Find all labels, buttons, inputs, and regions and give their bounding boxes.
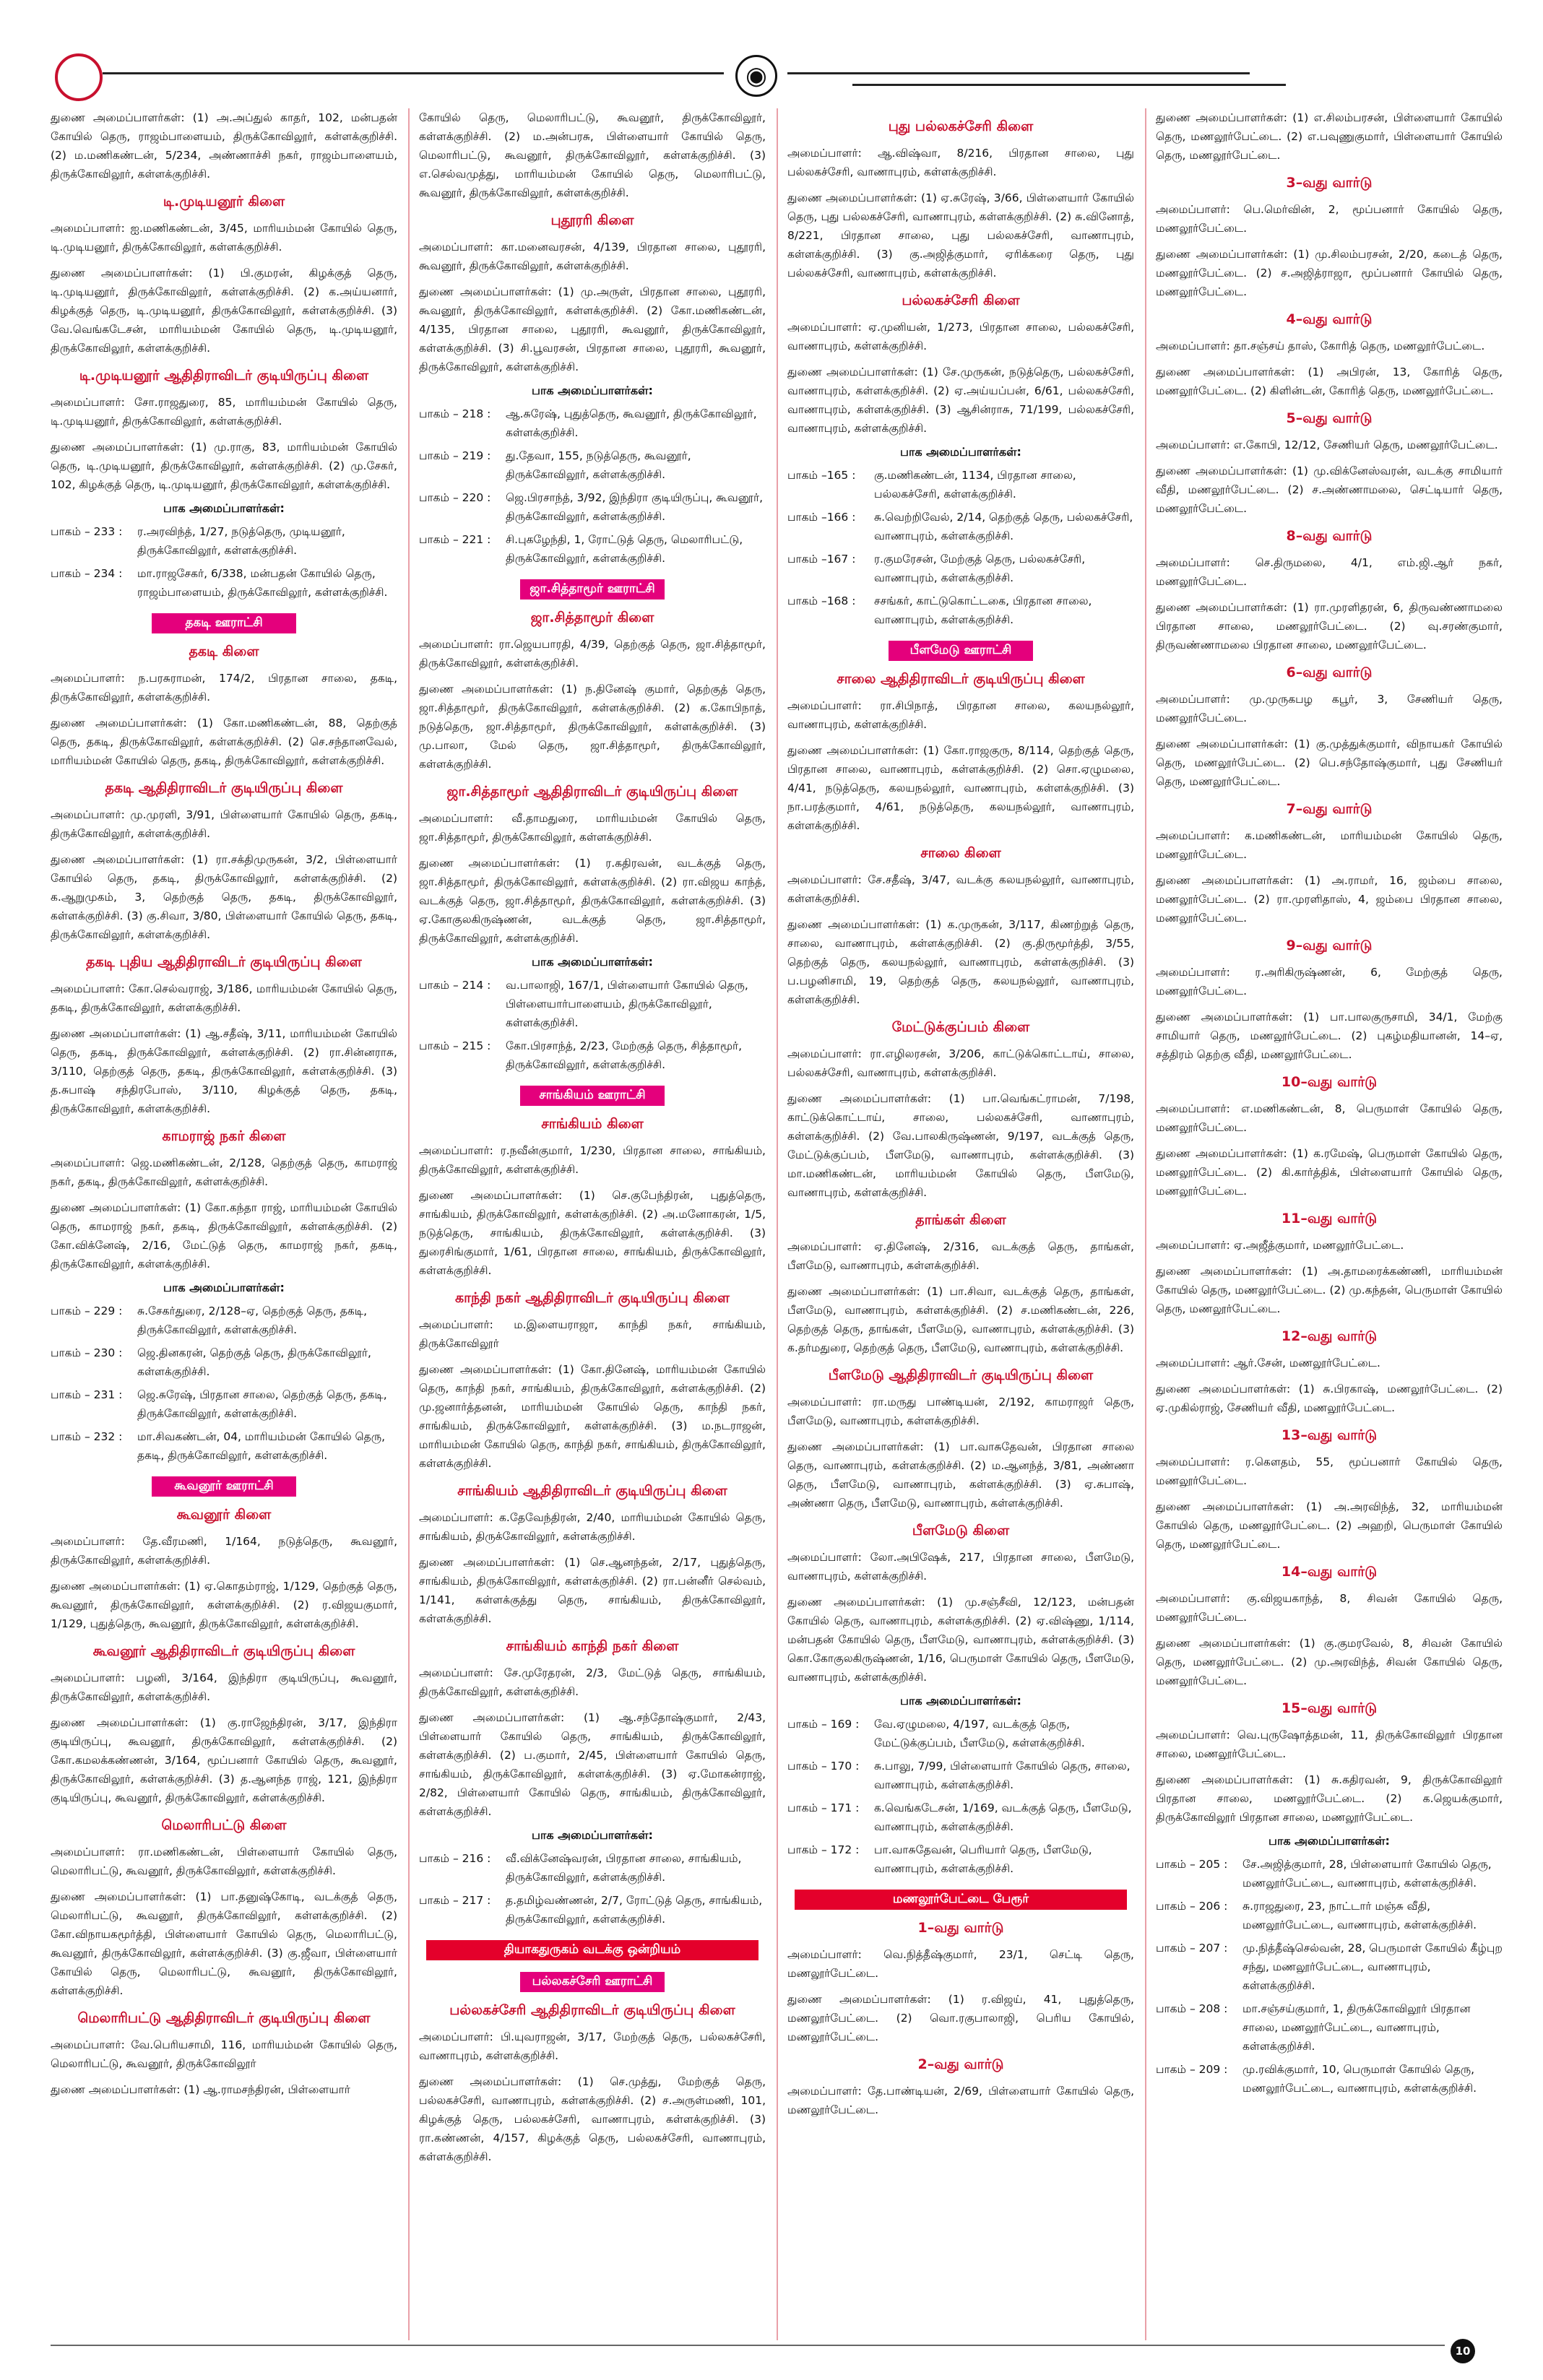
booth-organiser: சு.பாலு, 7/99, பிள்ளையார் கோயில் தெரு, சாலை, வாணாபுரம், கள்ளக்குறிச்சி. (874, 1760, 1131, 1791)
booth-number: பாகம் – 230 : (51, 1346, 123, 1359)
paragraph: துணை அமைப்பாளர்கள்: (1) ஆ.ராமசந்திரன், பிள்ளையார் (51, 2083, 350, 2096)
booth-organiser: சே.அஜித்குமார், 28, பிள்ளையார் கோயில் தெரு, மணலூர்பேட்டை, வாணாபுரம், கள்ளக்குறிச்சி. (1242, 1858, 1492, 1890)
masthead-rule (103, 72, 724, 74)
paragraph: துணை அமைப்பாளர்கள்: (1) கு.முத்துக்குமார், விநாயகர் கோயில் தெரு, மணலூர்பேட்டை. (2) பெ.சந்தோஷ்குமார், புது சேணியர் தெரு, மணலூர்பேட்டை. (1156, 737, 1503, 788)
paragraph: அமைப்பாளர்: பி.யுவராஜன், 3/17, மேற்குத் தெரு, பல்லகச்சேரி, வாணாபுரம், கள்ளக்குறிச்சி. (419, 2030, 766, 2062)
branch-heading: காந்தி நகர் ஆதிதிராவிடர் குடியிருப்பு கிளை (454, 1290, 730, 1306)
paragraph: துணை அமைப்பாளர்கள்: (1) கோ.கந்தா ராஜ், மாரியம்மன் கோயில் தெரு, காமராஜ் நகர், தகடி, திருக்கோவிலூர், கள்ளக்குறிச்சி. (2) கோ.விக்னேஷ், 2/16, மேட்டுத் தெரு, காமராஜ் நகர், தகடி, திருக்கோவிலூர், கள்ளக்குறிச்சி. (51, 1201, 397, 1271)
branch-heading: புதூரரி கிளை (550, 212, 634, 228)
booth-number: பாகம் – 171 : (787, 1801, 860, 1814)
booth-row (419, 446, 766, 484)
ward-heading: 5–வது வார்டு (1286, 410, 1373, 426)
paragraph: துணை அமைப்பாளர்கள்: (1) ஆ.சந்தோஷ்குமார், 2/43, பிள்ளையார் கோயில் தெரு, சாங்கியம், திருக்கோவிலூர், கள்ளக்குறிச்சி. (2) ப.குமார், 2/45, பிள்ளையார் கோயில் தெரு, சாங்கியம், திருக்கோவிலூர், கள்ளக்குறிச்சி. (3) ஏ.மோகன்ராஜ், 2/82, பிள்ளையார் கோயில் தெரு, சாங்கியம், திருக்கோவிலூர், கள்ளக்குறிச்சி. (419, 1711, 766, 1818)
section-subheading: பாக அமைப்பாளர்கள்: (532, 1828, 653, 1842)
paragraph: அமைப்பாளர்: தே.வீரமணி, 1/164, நடுத்தெரு, கூவனூர், திருக்கோவிலூர், கள்ளக்குறிச்சி. (51, 1535, 397, 1567)
ward-heading: 14–வது வார்டு (1281, 1564, 1378, 1580)
booth-number: பாகம் – 172 : (787, 1843, 860, 1856)
booth-row (787, 550, 1134, 587)
booth-number: பாகம் – 232 : (51, 1430, 123, 1443)
paragraph: துணை அமைப்பாளர்கள்: (1) கோ.ராஜகுரு, 8/114, தெற்குத் தெரு, பிரதான சாலை, வாணாபுரம், கள்ளக்குறிச்சி. (2) சொ.ஏழுமலை, 4/41, நடுத்தெரு, கலயநல்லூர், வாணாபுரம், கள்ளக்குறிச்சி. (3) நா.பரத்குமார், 4/61, நடுத்தெரு, கலயநல்லூர், வாணாபுரம், கள்ளக்குறிச்சி. (787, 744, 1134, 832)
booth-number: பாகம் – 217 : (419, 1894, 491, 1907)
ward-heading: 15–வது வார்டு (1281, 1700, 1378, 1716)
paragraph: துணை அமைப்பாளர்கள்: (1) கோ.தினேஷ், மாரியம்மன் கோயில் தெரு, காந்தி நகர், சாங்கியம், திருக்கோவிலூர், கள்ளக்குறிச்சி. (2) மு.ஜனார்த்தனன், மாரியம்மன் கோயில் தெரு, காந்தி நகர், சாங்கியம், திருக்கோவிலூர், கள்ளக்குறிச்சி. (3) ம.நடராஜன், மாரியம்மன் கோயில் தெரு, காந்தி நகர், சாங்கியம், திருக்கோவிலூர், கள்ளக்குறிச்சி. (419, 1363, 766, 1470)
section-subheading: பாக அமைப்பாளர்கள்: (163, 501, 285, 515)
paragraph: துணை அமைப்பாளர்கள்: (1) அ.அப்துல் காதர், 102, மன்பதன் கோயில் தெரு, ராஜம்பாளையம், திருக்கோவிலூர், கள்ளக்குறிச்சி. (2) ம.மணிகண்டன், 5/234, அண்ணாச்சி நகர், ராஜம்பாளையம், திருக்கோவிலூர், கள்ளக்குறிச்சி. (51, 111, 397, 181)
ward-heading: 2–வது வார்டு (917, 2056, 1004, 2072)
branch-heading: புது பல்லகச்சேரி கிளை (888, 118, 1034, 134)
paragraph: அமைப்பாளர்: ஏ.முனியன், 1/273, பிரதான சாலை, பல்லகச்சேரி, வாணாபுரம், கள்ளக்குறிச்சி. (787, 321, 1134, 352)
paragraph: துணை அமைப்பாளர்கள்: (1) ந.தினேஷ் குமார், தெற்குத் தெரு, ஜா.சித்தாமூர், திருக்கோவிலூர், கள்ளக்குறிச்சி. (2) க.கோபிநாத், நடுத்தெரு, ஜா.சித்தாமூர், திருக்கோவிலூர், கள்ளக்குறிச்சி. (3) மு.பாலா, மேல் தெரு, ஜா.சித்தாமூர், திருக்கோவிலூர், கள்ளக்குறிச்சி. (419, 683, 766, 771)
paragraph: அமைப்பாளர்: ரா.ஜெயபாரதி, 4/39, தெற்குத் தெரு, ஜா.சித்தாமூர், திருக்கோவிலூர், கள்ளக்குறிச்சி. (419, 638, 766, 670)
masthead-rule (787, 72, 1250, 74)
paragraph: அமைப்பாளர்: ர.அரிகிருஷ்ணன், 6, மேற்குத் தெரு, மணலூர்பேட்டை. (1156, 966, 1503, 998)
paragraph: அமைப்பாளர்: சே.சதீஷ், 3/47, வடக்கு கலயநல்லூர், வாணாபுரம், கள்ளக்குறிச்சி. (787, 873, 1134, 905)
booth-row (419, 1849, 766, 1887)
booth-number: பாகம் – 207 : (1156, 1942, 1228, 1955)
paragraph: துணை அமைப்பாளர்கள்: (1) அ.தாமரைக்கண்ணி, மாரியம்மன் கோயில் தெரு, மணலூர்பேட்டை. (2) மு.கந்தன், பெருமாள் கோயில் தெரு, மணலூர்பேட்டை. (1156, 1265, 1503, 1315)
booth-row (1156, 1999, 1503, 2056)
booth-number: பாகம் – 234 : (51, 567, 123, 580)
paragraph: துணை அமைப்பாளர்கள்: (1) கோ.மணிகண்டன், 88, தெற்குத் தெரு, தகடி, திருக்கோவிலூர், கள்ளக்குறிச்சி. (2) செ.சந்தானவேல், மாரியம்மன் கோயில் தெரு, தகடி, திருக்கோவிலூர், கள்ளக்குறிச்சி. (51, 717, 397, 767)
booth-organiser: வே.ஏழுமலை, 4/197, வடக்குத் தெரு, மேட்டுக்குப்பம், பீளமேடு, கள்ளக்குறிச்சி. (874, 1718, 1085, 1749)
paragraph: துணை அமைப்பாளர்கள்: (1) மு.சிலம்பரசன், 2/20, கடைத் தெரு, மணலூர்பேட்டை. (2) ச.அஜித்ராஜா, மூப்பனார் கோயில் தெரு, மணலூர்பேட்டை. (1156, 248, 1503, 298)
paragraph: அமைப்பாளர்: ம.இளையராஜா, காந்தி நகர், சாங்கியம், திருக்கோவிலூர் (419, 1318, 766, 1350)
booth-row (419, 530, 766, 568)
paragraph: அமைப்பாளர்: க.தேவேந்திரன், 2/40, மாரியம்மன் கோயில் தெரு, சாங்கியம், திருக்கோவிலூர், கள்ளக்குறிச்சி. (419, 1511, 766, 1543)
booth-organiser: கு.மணிகண்டன், 1134, பிரதான சாலை, பல்லகச்சேரி, கள்ளக்குறிச்சி. (874, 469, 1076, 501)
booth-row (51, 522, 397, 560)
booth-row (51, 564, 397, 602)
paragraph: அமைப்பாளர்: பெ.மெர்வின், 2, மூப்பனார் கோயில் தெரு, மணலூர்பேட்டை. (1156, 203, 1503, 235)
ward-heading: 7–வது வார்டு (1286, 801, 1373, 817)
paragraph: துணை அமைப்பாளர்கள்: (1) சு.பிரகாஷ், மணலூர்பேட்டை. (2) ஏ.முகில்ராஜ், சேணியர் வீதி, மணலூர்பேட்டை. (1156, 1382, 1503, 1414)
paragraph: அமைப்பாளர்: ஆ.விஷ்வா, 8/216, பிரதான சாலை, புது பல்லகச்சேரி, வாணாபுரம், கள்ளக்குறிச்சி. (787, 147, 1134, 178)
paragraph: அமைப்பாளர்: எ.மணிகண்டன், 8, பெருமாள் கோயில் தெரு, மணலூர்பேட்டை. (1156, 1102, 1503, 1134)
paragraph: துணை அமைப்பாளர்கள்: (1) ஏ.கொதம்ராஜ், 1/129, தெற்குத் தெரு, கூவனூர், திருக்கோவிலூர், கள்ளக்குறிச்சி. (2) ர.விஜயகுமார், 1/129, புதுத்தெரு, கூவனூர், திருக்கோவிலூர், கள்ளக்குறிச்சி. (51, 1580, 397, 1630)
booth-row (419, 404, 766, 442)
branch-heading: சாங்கியம் ஆதிதிராவிடர் குடியிருப்பு கிளை (457, 1483, 727, 1499)
booth-number: பாகம் – 219 : (419, 449, 491, 462)
paragraph: துணை அமைப்பாளர்கள்: (1) கு.ராஜேந்திரன், 3/17, இந்திரா குடியிருப்பு, கூவனூர், திருக்கோவிலூர், கள்ளக்குறிச்சி. (2) கோ.கமலக்கண்ணன், 3/164, மூப்பனார் கோயில் தெரு, கூவனூர், திருக்கோவிலூர், கள்ளக்குறிச்சி. (3) த.ஆனந்த ராஜ், 121, இந்திரா குடியிருப்பு, கூவனூர், திருக்கோவிலூர், கள்ளக்குறிச்சி. (51, 1716, 397, 1804)
column-divider (1145, 108, 1146, 2340)
paragraph: துணை அமைப்பாளர்கள்: (1) அ.ராமர், 16, ஜம்பை சாலை, மணலூர்பேட்டை. (2) ரா.முரளிதாஸ், 4, ஜம்பை பிரதான சாலை, மணலூர்பேட்டை. (1156, 874, 1503, 925)
paragraph: துணை அமைப்பாளர்கள்: (1) மு.ராகு, 83, மாரியம்மன் கோயில் தெரு, டி.முடியனூர், திருக்கோவிலூர், கள்ளக்குறிச்சி. (2) மு.சேகர், 102, கிழக்குத் தெரு, டி.முடியனூர், திருக்கோவிலூர், கள்ளக்குறிச்சி. (51, 441, 397, 491)
column-divider (777, 108, 778, 2340)
booth-organiser: ர.குமரேசன், மேற்குத் தெரு, பல்லகச்சேரி, வாணாபுரம், கள்ளக்குறிச்சி. (874, 553, 1086, 584)
paragraph: அமைப்பாளர்: மு.முருகபழ கபூர், 3, சேணியர் தெரு, மணலூர்பேட்டை. (1156, 693, 1503, 724)
booth-organiser: மா.சிவகண்டன், 04, மாரியம்மன் கோயில் தெரு, தகடி, திருக்கோவிலூர், கள்ளக்குறிச்சி. (137, 1430, 385, 1462)
paragraph: துணை அமைப்பாளர்கள்: (1) க.முருகன், 3/117, கிணற்றுத் தெரு, சாலை, வாணாபுரம், கள்ளக்குறிச்சி. (2) கு.திருமூர்த்தி, 3/55, தெற்குத் தெரு, கலயநல்லூர், வாணாபுரம், கள்ளக்குறிச்சி. (3) ப.பழனிசாமி, 19, தெற்குத் தெரு, கலயநல்லூர், வாணாபுரம், கள்ளக்குறிச்சி. (787, 918, 1134, 1006)
paragraph: அமைப்பாளர்: தே.பாண்டியன், 2/69, பிள்ளையார் கோயில் தெரு, மணலூர்பேட்டை. (787, 2085, 1134, 2116)
booth-row (1156, 1855, 1503, 1892)
paragraph: அமைப்பாளர்: கா.மனைவரசன், 4/139, பிரதான சாலை, புதூரரி, கூவனூர், திருக்கோவிலூர், கள்ளக்குறிச்சி. (419, 241, 766, 272)
branch-heading: பல்லகச்சேரி கிளை (902, 293, 1020, 308)
paragraph: துணை அமைப்பாளர்கள்: (1) பி.குமரன், கிழக்குத் தெரு, டி.முடியனூர், திருக்கோவிலூர், கள்ளக்குறிச்சி. (2) க.அய்யனார், கிழக்குத் தெரு, டி.முடியனூர், திருக்கோவிலூர், கள்ளக்குறிச்சி. (3) வே.வெங்கடேசன், மாரியம்மன் கோயில் தெரு, டி.முடியனூர், திருக்கோவிலூர், கள்ளக்குறிச்சி. (51, 267, 397, 355)
paragraph: துணை அமைப்பாளர்கள்: (1) செ.ஆனந்தன், 2/17, புதுத்தெரு, சாங்கியம், திருக்கோவிலூர், கள்ளக்குறிச்சி. (2) ரா.பன்னீர் செல்வம், 1/141, கள்ளக்குத்து தெரு, சாங்கியம், திருக்கோவிலூர், கள்ளக்குறிச்சி. (419, 1556, 766, 1625)
paragraph: அமைப்பாளர்: ஆர்.சேன், மணலூர்பேட்டை. (1156, 1356, 1380, 1369)
branch-heading: டி.முடியனூர் ஆதிதிராவிடர் குடியிருப்பு கிளை (79, 368, 369, 384)
paragraph: கோயில் தெரு, மெலாரிபட்டு, கூவனூர், திருக்கோவிலூர், கள்ளக்குறிச்சி. (2) ம.அன்பரசு, பிள்ளையார் கோயில் தெரு, மெலாரிபட்டு, கூவனூர், திருக்கோவிலூர், கள்ளக்குறிச்சி. (3) எ.செல்வமுத்து, மாரியம்மன் கோயில் தெரு, மெலாரிபட்டு, கூவனூர், திருக்கோவிலூர், கள்ளக்குறிச்சி. (419, 111, 766, 199)
section-subheading: பாக அமைப்பாளர்கள்: (532, 955, 653, 969)
booth-organiser: வ.பாலாஜி, 167/1, பிள்ளையார் கோயில் தெரு, பிள்ளையார்பாளையம், திருக்கோவிலூர், கள்ளக்குறிச்சி. (506, 979, 748, 1029)
ward-heading: 4–வது வார்டு (1286, 311, 1373, 327)
booth-number: பாகம் – 170 : (787, 1760, 860, 1773)
booth-organiser: சி.புகழேந்தி, 1, ரோட்டுத் தெரு, மெலாரிபட்டு, திருக்கோவிலூர், கள்ளக்குறிச்சி. (506, 533, 743, 565)
section-subheading: பாக அமைப்பாளர்கள்: (900, 1694, 1021, 1708)
paragraph: துணை அமைப்பாளர்கள்: (1) சு.கதிரவன், 9, திருக்கோவிலூர் பிரதான சாலை, மணலூர்பேட்டை. (2) க.ஜெயக்குமார், திருக்கோவிலூர் பிரதான சாலை, மணலூர்பேட்டை. (1156, 1773, 1503, 1824)
branch-heading: பல்லகச்சேரி ஆதிதிராவிடர் குடியிருப்பு கிளை (449, 2002, 735, 2018)
branch-heading: தாங்கள் கிளை (915, 1212, 1006, 1228)
column-1 (51, 108, 397, 2340)
ward-heading: 8–வது வார்டு (1286, 528, 1373, 544)
booth-number: பாகம் – 209 : (1156, 2063, 1228, 2076)
paragraph: துணை அமைப்பாளர்கள்: (1) ர.கதிரவன், வடக்குத் தெரு, ஜா.சித்தாமூர், திருக்கோவிலூர், கள்ளக்குறிச்சி. (2) ரா.விஜய காந்த், வடக்குத் தெரு, ஜா.சித்தாமூர், திருக்கோவிலூர், கள்ளக்குறிச்சி. (3) ஏ.கோகுலகிருஷ்ணன், வடக்குத் தெரு, ஜா.சித்தாமூர், திருக்கோவிலூர், கள்ளக்குறிச்சி. (419, 857, 766, 945)
booth-organiser: ஆ.சுரேஷ், புதுத்தெரு, கூவனூர், திருக்கோவிலூர், கள்ளக்குறிச்சி. (506, 407, 757, 439)
paragraph: அமைப்பாளர்: ரா.மணிகண்டன், பிள்ளையார் கோயில் தெரு, மெலாரிபட்டு, கூவனூர், திருக்கோவிலூர், கள்ளக்குறிச்சி. (51, 1845, 397, 1877)
paragraph: அமைப்பாளர்: ஐ.மணிகண்டன், 3/45, மாரியம்மன் கோயில் தெரு, டி.முடியனூர், திருக்கோவிலூர், கள்ளக்குறிச்சி. (51, 222, 397, 254)
paragraph: அமைப்பாளர்: மு.முரளி, 3/91, பிள்ளையார் கோயில் தெரு, தகடி, திருக்கோவிலூர், கள்ளக்குறிச்சி. (51, 808, 397, 840)
booth-number: பாகம் – 220 : (419, 491, 491, 504)
booth-number: பாகம் – 229 : (51, 1304, 123, 1317)
booth-row (787, 1799, 1134, 1836)
branch-heading: தகடி கிளை (189, 644, 259, 659)
paragraph: அமைப்பாளர்: தா.சஞ்சய் தாஸ், கோரித் தெரு, மணலூர்பேட்டை. (1156, 339, 1485, 352)
panchayat-band: பீளமேடு ஊராட்சி (889, 641, 1033, 661)
ward-heading: 6–வது வார்டு (1286, 665, 1373, 680)
masthead (51, 51, 1242, 101)
booth-row (1156, 1939, 1503, 1995)
booth-number: பாகம் –168 : (787, 594, 856, 607)
booth-number: பாகம் – 214 : (419, 979, 491, 992)
paragraph: துணை அமைப்பாளர்கள்: (1) ர.விஜய், 41, புதுத்தெரு, மணலூர்பேட்டை. (2) வொ.ரகுபாலாஜி, பெரிய கோயில், மணலூர்பேட்டை. (787, 1993, 1134, 2043)
branch-heading: தகடி ஆதிதிராவிடர் குடியிருப்பு கிளை (105, 780, 343, 796)
paragraph: துணை அமைப்பாளர்கள்: (1) ரா.முரளிதரன், 6, திருவண்ணாமலை பிரதான சாலை, மணலூர்பேட்டை. (2) வு.சரண்குமார், திருவண்ணாமலை பிரதான சாலை, மணலூர்பேட்டை. (1156, 601, 1503, 652)
paragraph: அமைப்பாளர்: செ.திருமலை, 4/1, எம்.ஜி.ஆர் நகர், மணலூர்பேட்டை. (1156, 556, 1503, 588)
booth-number: பாகம் – 218 : (419, 407, 491, 420)
paragraph: அமைப்பாளர்: லோ.அபிஷேக், 217, பிரதான சாலை, பீளமேடு, வாணாபுரம், கள்ளக்குறிச்சி. (787, 1551, 1134, 1583)
booth-organiser: சு.வெற்றிவேல், 2/14, தெற்குத் தெரு, பல்லகச்சேரி, வாணாபுரம், கள்ளக்குறிச்சி. (874, 511, 1133, 542)
booth-row (787, 1715, 1134, 1752)
branch-heading: சாலை கிளை (920, 845, 1001, 861)
booth-organiser: சு.சேகர்துரை, 2/128–ஏ, தெற்குத் தெரு, தகடி, திருக்கோவிலூர், கள்ளக்குறிச்சி. (137, 1304, 368, 1336)
paragraph: துணை அமைப்பாளர்கள்: (1) ஆ.சதீஷ், 3/11, மாரியம்மன் கோயில் தெரு, தகடி, திருக்கோவிலூர், கள்ளக்குறிச்சி. (2) ரா.சின்னராசு, 3/110, தெற்குத் தெரு, தகடி, திருக்கோவிலூர், கள்ளக்குறிச்சி. (3) த.சுபாஷ் சந்திரபோஸ், 3/110, கிழக்குத் தெரு, தகடி, திருக்கோவிலூர், கள்ளக்குறிச்சி. (51, 1027, 397, 1115)
branch-heading: தகடி புதிய ஆதிதிராவிடர் குடியிருப்பு கிளை (86, 954, 362, 970)
booth-row (1156, 2060, 1503, 2098)
paragraph: அமைப்பாளர்: ரா.எழிலரசன், 3/206, காட்டுக்கொட்டாய், சாலை, பல்லகச்சேரி, வாணாபுரம், கள்ளக்குறிச்சி. (787, 1047, 1134, 1079)
booth-organiser: க.வெங்கடேசன், 1/169, வடக்குத் தெரு, பீளமேடு, வாணாபுரம், கள்ளக்குறிச்சி. (874, 1801, 1132, 1833)
booth-organiser: ஜெ.பிரசாந்த், 3/92, இந்திரா குடியிருப்பு, கூவனூர், திருக்கோவிலூர், கள்ளக்குறிச்சி. (506, 491, 764, 523)
ward-heading: 11–வது வார்டு (1281, 1211, 1378, 1226)
booth-number: பாகம் –167 : (787, 553, 856, 566)
booth-number: பாகம் – 233 : (51, 525, 123, 538)
booth-organiser: சசங்கர், காட்டுகொட்டகை, பிரதான சாலை, வாணாபுரம், கள்ளக்குறிச்சி. (874, 594, 1092, 626)
section-subheading: பாக அமைப்பாளர்கள்: (163, 1281, 285, 1294)
ward-heading: 13–வது வார்டு (1281, 1427, 1378, 1443)
booth-number: பாகம் – 208 : (1156, 2002, 1228, 2015)
booth-row (51, 1385, 397, 1423)
booth-row (419, 1037, 766, 1074)
paragraph: அமைப்பாளர்: கோ.செல்வராஜ், 3/186, மாரியம்மன் கோயில் தெரு, தகடி, திருக்கோவிலூர், கள்ளக்குறிச்சி. (51, 982, 397, 1014)
booth-organiser: ர.அரவிந்த், 1/27, நடுத்தெரு, முடியனூர், திருக்கோவிலூர், கள்ளக்குறிச்சி. (137, 525, 345, 557)
branch-heading: காமராஜ் நகர் கிளை (162, 1128, 286, 1144)
column-4 (1156, 108, 1503, 2340)
booth-number: பாகம் – 206 : (1156, 1900, 1228, 1913)
branch-heading: ஜா.சித்தாமூர் கிளை (530, 610, 654, 626)
paragraph: அமைப்பாளர்: ஜெ.மணிகண்டன், 2/128, தெற்குத் தெரு, காமராஜ் நகர், தகடி, திருக்கோவிலூர், கள்ளக்குறிச்சி. (51, 1156, 397, 1188)
booth-row (787, 1840, 1134, 1878)
booth-organiser: வீ.விக்னேஷ்வரன், பிரதான சாலை, சாங்கியம், திருக்கோவிலூர், கள்ளக்குறிச்சி. (506, 1852, 742, 1884)
paragraph: துணை அமைப்பாளர்கள்: (1) ஏ.சுரேஷ், 3/66, பிள்ளையார் கோயில் தெரு, புது பல்லகச்சேரி, வாணாபுரம், கள்ளக்குறிச்சி. (2) சு.வினோத், 8/221, பிரதான சாலை, புது பல்லகச்சேரி, வாணாபுரம், கள்ளக்குறிச்சி. (3) கு.அஜித்குமார், ஏரிக்கரை தெரு, புது பல்லகச்சேரி, வாணாபுரம், கள்ளக்குறிச்சி. (787, 191, 1134, 280)
panchayat-band: பல்லகச்சேரி ஊராட்சி (520, 1972, 665, 1992)
paragraph: துணை அமைப்பாளர்கள்: (1) க.ரமேஷ், பெருமாள் கோயில் தெரு, மணலூர்பேட்டை. (2) கி.கார்த்திக், பிள்ளையார் கோயில் தெரு, மணலூர்பேட்டை. (1156, 1147, 1503, 1198)
booth-organiser: மா.ராஜசேகர், 6/338, மன்பதன் கோயில் தெரு, ராஜம்பாளையம், திருக்கோவிலூர், கள்ளக்குறிச்சி. (137, 567, 388, 599)
booth-organiser: மு.நித்தீஷ்செல்வன், 28, பெருமாள் கோயில் கீழ்புற சந்து, மணலூர்பேட்டை, வாணாபுரம், கள்ளக்குறிச்சி. (1242, 1942, 1503, 1992)
masthead-circle-icon (55, 53, 103, 101)
booth-number: பாகம் – 215 : (419, 1039, 491, 1052)
paragraph: துணை அமைப்பாளர்கள்: (1) பா.தனுஷ்கோடி, வடக்குத் தெரு, மெலாரிபட்டு, கூவனூர், திருக்கோவிலூர், கள்ளக்குறிச்சி. (2) கோ.விநாயகமூர்த்தி, பிள்ளையார் கோயில் தெரு, மெலாரிபட்டு, கூவனூர், திருக்கோவிலூர், கள்ளக்குறிச்சி. (3) கு.ஜீவா, பிள்ளையார் கோயில் தெரு, மெலாரிபட்டு, கூவனூர், திருக்கோவிலூர், கள்ளக்குறிச்சி. (51, 1890, 397, 1997)
booth-organiser: கோ.பிரசாந்த், 2/23, மேற்குத் தெரு, சித்தாமூர், திருக்கோவிலூர், கள்ளக்குறிச்சி. (506, 1039, 743, 1071)
paragraph: துணை அமைப்பாளர்கள்: (1) கு.குமரவேல், 8, சிவன் கோயில் தெரு, மணலூர்பேட்டை. (2) மு.அரவிந்த், சிவன் கோயில் தெரு, மணலூர்பேட்டை. (1156, 1637, 1503, 1687)
booth-row (51, 1427, 397, 1465)
booth-row (419, 488, 766, 526)
booth-row (51, 1343, 397, 1381)
booth-organiser: மு.ரவிக்குமார், 10, பெருமாள் கோயில் தெரு, மணலூர்பேட்டை, வாணாபுரம், கள்ளக்குறிச்சி. (1242, 2063, 1477, 2095)
branch-heading: டி.முடியனூர் கிளை (163, 194, 285, 209)
booth-number: பாகம் –165 : (787, 469, 856, 482)
booth-organiser: மா.சஞ்சய்குமார், 1, திருக்கோவிலூர் பிரதான சாலை, மணலூர்பேட்டை, வாணாபுரம், கள்ளக்குறிச்சி. (1242, 2002, 1471, 2053)
booth-row (787, 1757, 1134, 1794)
branch-heading: சாலை ஆதிதிராவிடர் குடியிருப்பு கிளை (837, 671, 1085, 687)
paragraph: துணை அமைப்பாளர்கள்: (1) செ.முத்து, மேற்குத் தெரு, பல்லகச்சேரி, வாணாபுரம், கள்ளக்குறிச்சி. (2) ச.அருள்மணி, 101, கிழக்குத் தெரு, பல்லகச்சேரி, வாணாபுரம், கள்ளக்குறிச்சி. (3) ரா.கண்ணன், 4/157, கிழக்குத் தெரு, பல்லகச்சேரி, வாணாபுரம், கள்ளக்குறிச்சி. (419, 2075, 766, 2163)
booth-number: பாகம் –166 : (787, 511, 856, 524)
paragraph: அமைப்பாளர்: ரா.சிபிநாத், பிரதான சாலை, கலயநல்லூர், வாணாபுரம், கள்ளக்குறிச்சி. (787, 699, 1134, 731)
paragraph: அமைப்பாளர்: பழனி, 3/164, இந்திரா குடியிருப்பு, கூவனூர், திருக்கோவிலூர், கள்ளக்குறிச்சி. (51, 1671, 397, 1703)
paragraph: அமைப்பாளர்: ந.பரசுராமன், 174/2, பிரதான சாலை, தகடி, திருக்கோவிலூர், கள்ளக்குறிச்சி. (51, 672, 397, 704)
ward-heading: 9–வது வார்டு (1286, 938, 1373, 953)
paragraph: அமைப்பாளர்: க.மணிகண்டன், மாரியம்மன் கோயில் தெரு, மணலூர்பேட்டை. (1156, 829, 1503, 861)
panchayat-band: சாங்கியம் ஊராட்சி (520, 1086, 665, 1106)
paragraph: துணை அமைப்பாளர்கள்: (1) ரா.சக்திமுருகன், 3/2, பிள்ளையார் கோயில் தெரு, தகடி, திருக்கோவிலூர், கள்ளக்குறிச்சி. (2) க.ஆறுமுகம், 3, தெற்குத் தெரு, தகடி, திருக்கோவிலூர், கள்ளக்குறிச்சி. (3) கு.சிவா, 3/80, பிள்ளையார் கோயில் தெரு, தகடி, திருக்கோவிலூர், கள்ளக்குறிச்சி. (51, 853, 397, 941)
paragraph: அமைப்பாளர்: வே.பெரியசாமி, 116, மாரியம்மன் கோயில் தெரு, மெலாரிபட்டு, கூவனூர், திருக்கோவிலூர் (51, 2038, 397, 2070)
booth-number: பாகம் – 231 : (51, 1388, 123, 1401)
booth-row (51, 1302, 397, 1339)
paragraph: அமைப்பாளர்: ஏ.தினேஷ், 2/316, வடக்குத் தெரு, தாங்கள், பீளமேடு, வாணாபுரம், கள்ளக்குறிச்சி. (787, 1240, 1134, 1272)
paragraph: அமைப்பாளர்: ர.நவீன்குமார், 1/230, பிரதான சாலை, சாங்கியம், திருக்கோவிலூர், கள்ளக்குறிச்சி. (419, 1144, 766, 1176)
booth-row (419, 1891, 766, 1929)
branch-heading: மேட்டுக்குப்பம் கிளை (891, 1019, 1030, 1035)
section-subheading: பாக அமைப்பாளர்கள்: (1268, 1834, 1390, 1848)
booth-row (419, 976, 766, 1032)
booth-number: பாகம் – 169 : (787, 1718, 860, 1731)
booth-organiser: ஜெ.சுரேஷ், பிரதான சாலை, தெற்குத் தெரு, தகடி, திருக்கோவிலூர், கள்ளக்குறிச்சி. (137, 1388, 387, 1420)
ward-heading: 3–வது வார்டு (1286, 175, 1373, 191)
paragraph: அமைப்பாளர்: வெ.நித்தீஷ்குமார், 23/1, செட்டி தெரு, மணலூர்பேட்டை. (787, 1948, 1134, 1980)
paragraph: அமைப்பாளர்: எ.கோபி, 12/12, சேணியர் தெரு, மணலூர்பேட்டை. (1156, 438, 1498, 451)
booth-row (787, 508, 1134, 545)
branch-heading: கூவனூர் கிளை (176, 1507, 272, 1523)
paragraph: துணை அமைப்பாளர்கள்: (1) பா.வெங்கட்ராமன், 7/198, காட்டுக்கொட்டாய், சாலை, பல்லகச்சேரி, வாணாபுரம், கள்ளக்குறிச்சி. (2) வே.பாலகிருஷ்ணன், 9/197, வடக்குத் தெரு, மேட்டுக்குப்பம், பீளமேடு, வாணாபுரம், கள்ளக்குறிச்சி. (3) மா.மணிகண்டன், மாரியம்மன் கோயில் தெரு, பீளமேடு, வாணாபுரம், கள்ளக்குறிச்சி. (787, 1092, 1134, 1199)
paragraph: துணை அமைப்பாளர்கள்: (1) சே.முருகன், நடுத்தெரு, பல்லகச்சேரி, வாணாபுரம், கள்ளக்குறிச்சி. (2) ஏ.அய்யப்பன், 6/61, பல்லகச்சேரி, வாணாபுரம், கள்ளக்குறிச்சி. (3) ஆசின்ராசு, 71/199, பல்லகச்சேரி, வாணாபுரம், கள்ளக்குறிச்சி. (787, 365, 1134, 435)
booth-organiser: த.தமிழ்வண்ணன், 2/7, ரோட்டுத் தெரு, சாங்கியம், திருக்கோவிலூர், கள்ளக்குறிச்சி. (506, 1894, 763, 1926)
paragraph: துணை அமைப்பாளர்கள்: (1) எ.சிலம்பரசன், பிள்ளையார் கோயில் தெரு, மணலூர்பேட்டை. (2) எ.பவுணுகுமார், பிள்ளையார் கோயில் தெரு, மணலூர்பேட்டை. (1156, 111, 1503, 162)
footer-rule (51, 2345, 1445, 2346)
paragraph: துணை அமைப்பாளர்கள்: (1) அ.அரவிந்த், 32, மாரியம்மன் கோயில் தெரு, மணலூர்பேட்டை. (2) அஹறி, பெருமாள் கோயில் தெரு, மணலூர்பேட்டை. (1156, 1500, 1503, 1551)
booth-organiser: ஜெ.தினகரன், தெற்குத் தெரு, திருக்கோவிலூர், கள்ளக்குறிச்சி. (137, 1346, 371, 1378)
booth-number: பாகம் – 205 : (1156, 1858, 1228, 1871)
paragraph: துணை அமைப்பாளர்கள்: (1) பா.வாசுதேவன், பிரதான சாலை தெரு, வாணாபுரம், கள்ளக்குறிச்சி. (2) ம.ஆனந்த், 3/81, அண்ணா தெரு, பீளமேடு, வாணாபுரம், கள்ளக்குறிச்சி. (3) ஏ.சுபாஷ், அண்ணா தெரு, பீளமேடு, வாணாபுரம், கள்ளக்குறிச்சி. (787, 1440, 1134, 1510)
branch-heading: மெலாரிபட்டு ஆதிதிராவிடர் குடியிருப்பு கிளை (77, 2010, 371, 2026)
paragraph: அமைப்பாளர்: ரா.மருது பாண்டியன், 2/192, காமராஜர் தெரு, பீளமேடு, வாணாபுரம், கள்ளக்குறிச்சி. (787, 1395, 1134, 1427)
booth-organiser: பா.வாசுதேவன், பெரியார் தெரு, பீளமேடு, வாணாபுரம், கள்ளக்குறிச்சி. (874, 1843, 1092, 1875)
paragraph: துணை அமைப்பாளர்கள்: (1) பா.பாலகுருசாமி, 34/1, மேற்கு சாமியார் தெரு, மணலூர்பேட்டை. (2) புகழ்மதியானன், 14–ஏ, சத்திரம் தெற்கு வீதி, மணலூர்பேட்டை. (1156, 1011, 1503, 1061)
paragraph: அமைப்பாளர்: ஏ.அஜீத்குமார், மணலூர்பேட்டை. (1156, 1239, 1404, 1252)
paragraph: துணை அமைப்பாளர்கள்: (1) அபிரன், 13, கோரித் தெரு, மணலூர்பேட்டை. (2) கிளின்டன், கோரித் தெரு, மணலூர்பேட்டை. (1156, 365, 1503, 397)
panchayat-band: ஜா.சித்தாமூர் ஊராட்சி (520, 579, 665, 600)
branch-heading: சாங்கியம் காந்தி நகர் கிளை (506, 1638, 679, 1654)
column-divider (408, 108, 410, 2340)
town-band: மணலூர்பேட்டை பேரூர் (795, 1890, 1127, 1910)
booth-row (787, 466, 1134, 503)
column-2 (419, 108, 766, 2340)
booth-number: பாகம் – 221 : (419, 533, 491, 546)
branch-heading: சாங்கியம் கிளை (541, 1116, 644, 1132)
union-band: தியாகதுருகம் வடக்கு ஒன்றியம் (426, 1940, 758, 1960)
ward-heading: 12–வது வார்டு (1281, 1328, 1378, 1344)
panchayat-band: தகடி ஊராட்சி (152, 613, 296, 633)
branch-heading: ஜா.சித்தாமூர் ஆதிதிராவிடர் குடியிருப்பு கிளை (446, 784, 738, 800)
masthead-rule (852, 84, 1286, 86)
paragraph: அமைப்பாளர்: வீ.தாமதுரை, மாரியம்மன் கோயில் தெரு, ஜா.சித்தாமூர், திருக்கோவிலூர், கள்ளக்குறிச்சி. (419, 812, 766, 844)
booth-organiser: து.தேவா, 155, நடுத்தெரு, கூவனூர், திருக்கோவிலூர், கள்ளக்குறிச்சி. (506, 449, 691, 481)
booth-organiser: சு.ராஜதுரை, 23, நாட்டார் மஞ்சு வீதி, மணலூர்பேட்டை, வாணாபுரம், கள்ளக்குறிச்சி. (1242, 1900, 1477, 1931)
branch-heading: மெலாரிபட்டு கிளை (161, 1817, 287, 1833)
column-3 (787, 108, 1134, 2340)
ward-heading: 10–வது வார்டு (1281, 1074, 1378, 1090)
elephant-logo-icon: ◉ (735, 55, 777, 97)
page-body (51, 108, 1503, 2340)
paragraph: அமைப்பாளர்: சோ.ராஜதுரை, 85, மாரியம்மன் கோயில் தெரு, டி.முடியனூர், திருக்கோவிலூர், கள்ளக்குறிச்சி. (51, 396, 397, 428)
branch-heading: பீளமேடு ஆதிதிராவிடர் குடியிருப்பு கிளை (828, 1367, 1094, 1383)
page-number: 10 (1451, 2339, 1475, 2363)
paragraph: துணை அமைப்பாளர்கள்: (1) செ.குபேந்திரன், புதுத்தெரு, சாங்கியம், திருக்கோவிலூர், கள்ளக்குறிச்சி. (2) அ.மனோகரன், 1/5, நடுத்தெரு, சாங்கியம், திருக்கோவிலூர், கள்ளக்குறிச்சி. (3) துரைசிங்குமார், 1/61, பிரதான சாலை, சாங்கியம், திருக்கோவிலூர், கள்ளக்குறிச்சி. (419, 1189, 766, 1277)
panchayat-band: கூவனூர் ஊராட்சி (152, 1476, 296, 1497)
paragraph: துணை அமைப்பாளர்கள்: (1) மு.சஞ்சீவி, 12/123, மன்பதன் கோயில் தெரு, வாணாபுரம், கள்ளக்குறிச்சி. (2) ஏ.விஷ்ணு, 1/114, மன்பதன் கோயில் தெரு, பீளமேடு, வாணாபுரம், கள்ளக்குறிச்சி. (3) கொ.கோகுலகிருஷ்ணன், 1/16, பெருமாள் கோயில் தெரு, பீளமேடு, வாணாபுரம், கள்ளக்குறிச்சி. (787, 1596, 1134, 1684)
section-subheading: பாக அமைப்பாளர்கள்: (532, 384, 653, 397)
paragraph: அமைப்பாளர்: ர.கௌதம், 55, மூப்பனார் கோயில் தெரு, மணலூர்பேட்டை. (1156, 1455, 1503, 1487)
booth-number: பாகம் – 216 : (419, 1852, 491, 1865)
paragraph: துணை அமைப்பாளர்கள்: (1) பா.சிவா, வடக்குத் தெரு, தாங்கள், பீளமேடு, வாணாபுரம், கள்ளக்குறிச்சி. (2) ச.மணிகண்டன், 226, தெற்குத் தெரு, தாங்கள், பீளமேடு, வாணாபுரம், கள்ளக்குறிச்சி. (3) க.தர்மதுரை, தெற்குத் தெரு, பீளமேடு, வாணாபுரம், கள்ளக்குறிச்சி. (787, 1285, 1134, 1354)
ward-heading: 1–வது வார்டு (917, 1920, 1004, 1936)
booth-row (787, 592, 1134, 629)
paragraph: அமைப்பாளர்: வெ.புருஷோத்தமன், 11, திருக்கோவிலூர் பிரதான சாலை, மணலூர்பேட்டை. (1156, 1728, 1503, 1760)
branch-heading: கூவனூர் ஆதிதிராவிடர் குடியிருப்பு கிளை (92, 1643, 355, 1659)
booth-row (1156, 1897, 1503, 1934)
paragraph: அமைப்பாளர்: சே.முரேதரன், 2/3, மேட்டுத் தெரு, சாங்கியம், திருக்கோவிலூர், கள்ளக்குறிச்சி. (419, 1666, 766, 1698)
branch-heading: பீளமேடு கிளை (912, 1523, 1010, 1539)
paragraph: அமைப்பாளர்: கு.விஜயகாந்த், 8, சிவன் கோயில் தெரு, மணலூர்பேட்டை. (1156, 1592, 1503, 1624)
paragraph: துணை அமைப்பாளர்கள்: (1) மு.அருள், பிரதான சாலை, புதூரரி, கூவனூர், திருக்கோவிலூர், கள்ளக்குறிச்சி. (2) கோ.மணிகண்டன், 4/135, பிரதான சாலை, புதூரரி, கூவனூர், திருக்கோவிலூர், கள்ளக்குறிச்சி. (3) சி.பூவரசன், பிரதான சாலை, புதூரரி, கூவனூர், திருக்கோவிலூர், கள்ளக்குறிச்சி. (419, 285, 766, 373)
section-subheading: பாக அமைப்பாளர்கள்: (900, 445, 1021, 459)
paragraph: துணை அமைப்பாளர்கள்: (1) மு.விக்னேஸ்வரன், வடக்கு சாமியார் வீதி, மணலூர்பேட்டை. (2) ச.அண்ணாமலை, செட்டியார் தெரு, மணலூர்பேட்டை. (1156, 464, 1503, 515)
